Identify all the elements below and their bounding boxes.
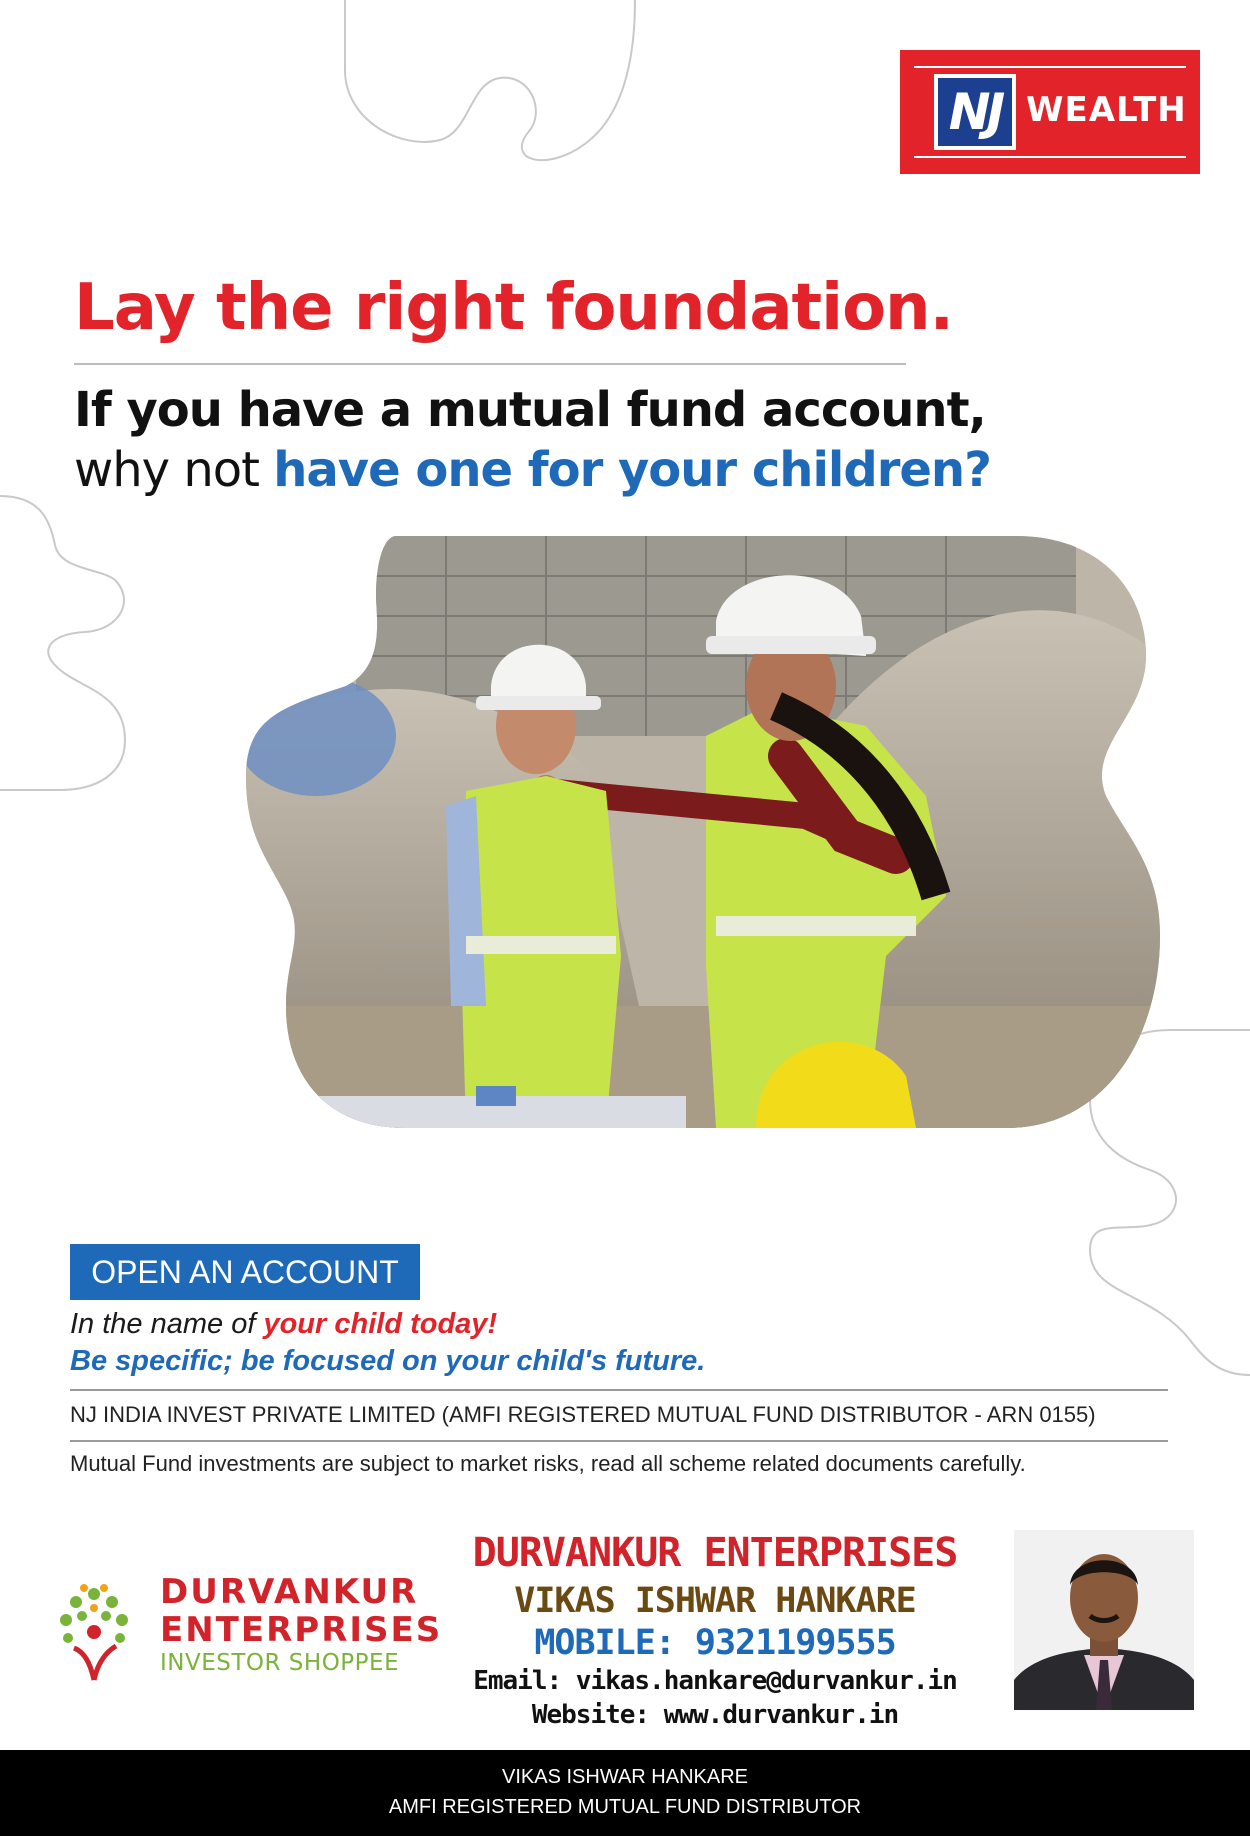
children-construction-photo <box>246 536 1160 1128</box>
footer-bar <box>0 1750 1250 1836</box>
headline-divider <box>74 363 906 365</box>
contact-website[interactable]: Website: www.durvankur.in <box>531 1700 899 1730</box>
durvankur-tree-logo <box>54 1572 134 1682</box>
subheadline-line2 <box>74 440 991 500</box>
distributor-portrait <box>1014 1530 1194 1710</box>
cta-tagline <box>70 1308 497 1341</box>
contact-block <box>440 1526 990 1732</box>
subheadline-plain: why not <box>74 442 274 498</box>
divider-middle <box>70 1440 1168 1442</box>
distributor-legal-line: NJ INDIA INVEST PRIVATE LIMITED (AMFI REGISTERED MUTUAL FUND DISTRIBUTOR - ARN 0155) <box>70 1402 1096 1427</box>
distributor-logo-name-line2: ENTERPRISES <box>160 1610 443 1650</box>
tagline-emphasis: your child today! <box>263 1308 498 1340</box>
logo-wealth-text: WEALTH <box>1026 90 1187 130</box>
distributor-logo-subtitle: INVESTOR SHOPPEE <box>160 1650 400 1676</box>
cta-tagline-secondary: Be specific; be focused on your child's future. <box>70 1345 706 1377</box>
footer-designation: AMFI REGISTERED MUTUAL FUND DISTRIBUTOR <box>388 1796 862 1818</box>
contact-email[interactable]: Email: vikas.hankare@durvankur.in <box>473 1666 957 1696</box>
nj-wealth-logo <box>900 50 1200 174</box>
footer-name: VIKAS ISHWAR HANKARE <box>502 1766 748 1788</box>
subheadline-emphasis: have one for your children? <box>273 442 991 498</box>
nj-logo-mark <box>934 74 1016 150</box>
risk-disclaimer: Mutual Fund investments are subject to market risks, read all scheme related documents carefully. <box>70 1451 1026 1476</box>
nj-logo-letters: NJ <box>948 83 1002 141</box>
open-account-button[interactable]: OPEN AN ACCOUNT <box>70 1244 420 1300</box>
contact-company: DURVANKUR ENTERPRISES <box>472 1530 958 1576</box>
page-headline: Lay the right foundation. <box>74 271 953 345</box>
divider-top <box>70 1389 1168 1391</box>
contact-person: VIKAS ISHWAR HANKARE <box>514 1581 916 1621</box>
distributor-logo-name-line1: DURVANKUR <box>160 1572 419 1612</box>
tagline-plain: In the name of <box>70 1308 264 1340</box>
contact-mobile[interactable]: MOBILE: 9321199555 <box>534 1623 896 1663</box>
subheadline-line1: If you have a mutual fund account, <box>74 382 986 438</box>
